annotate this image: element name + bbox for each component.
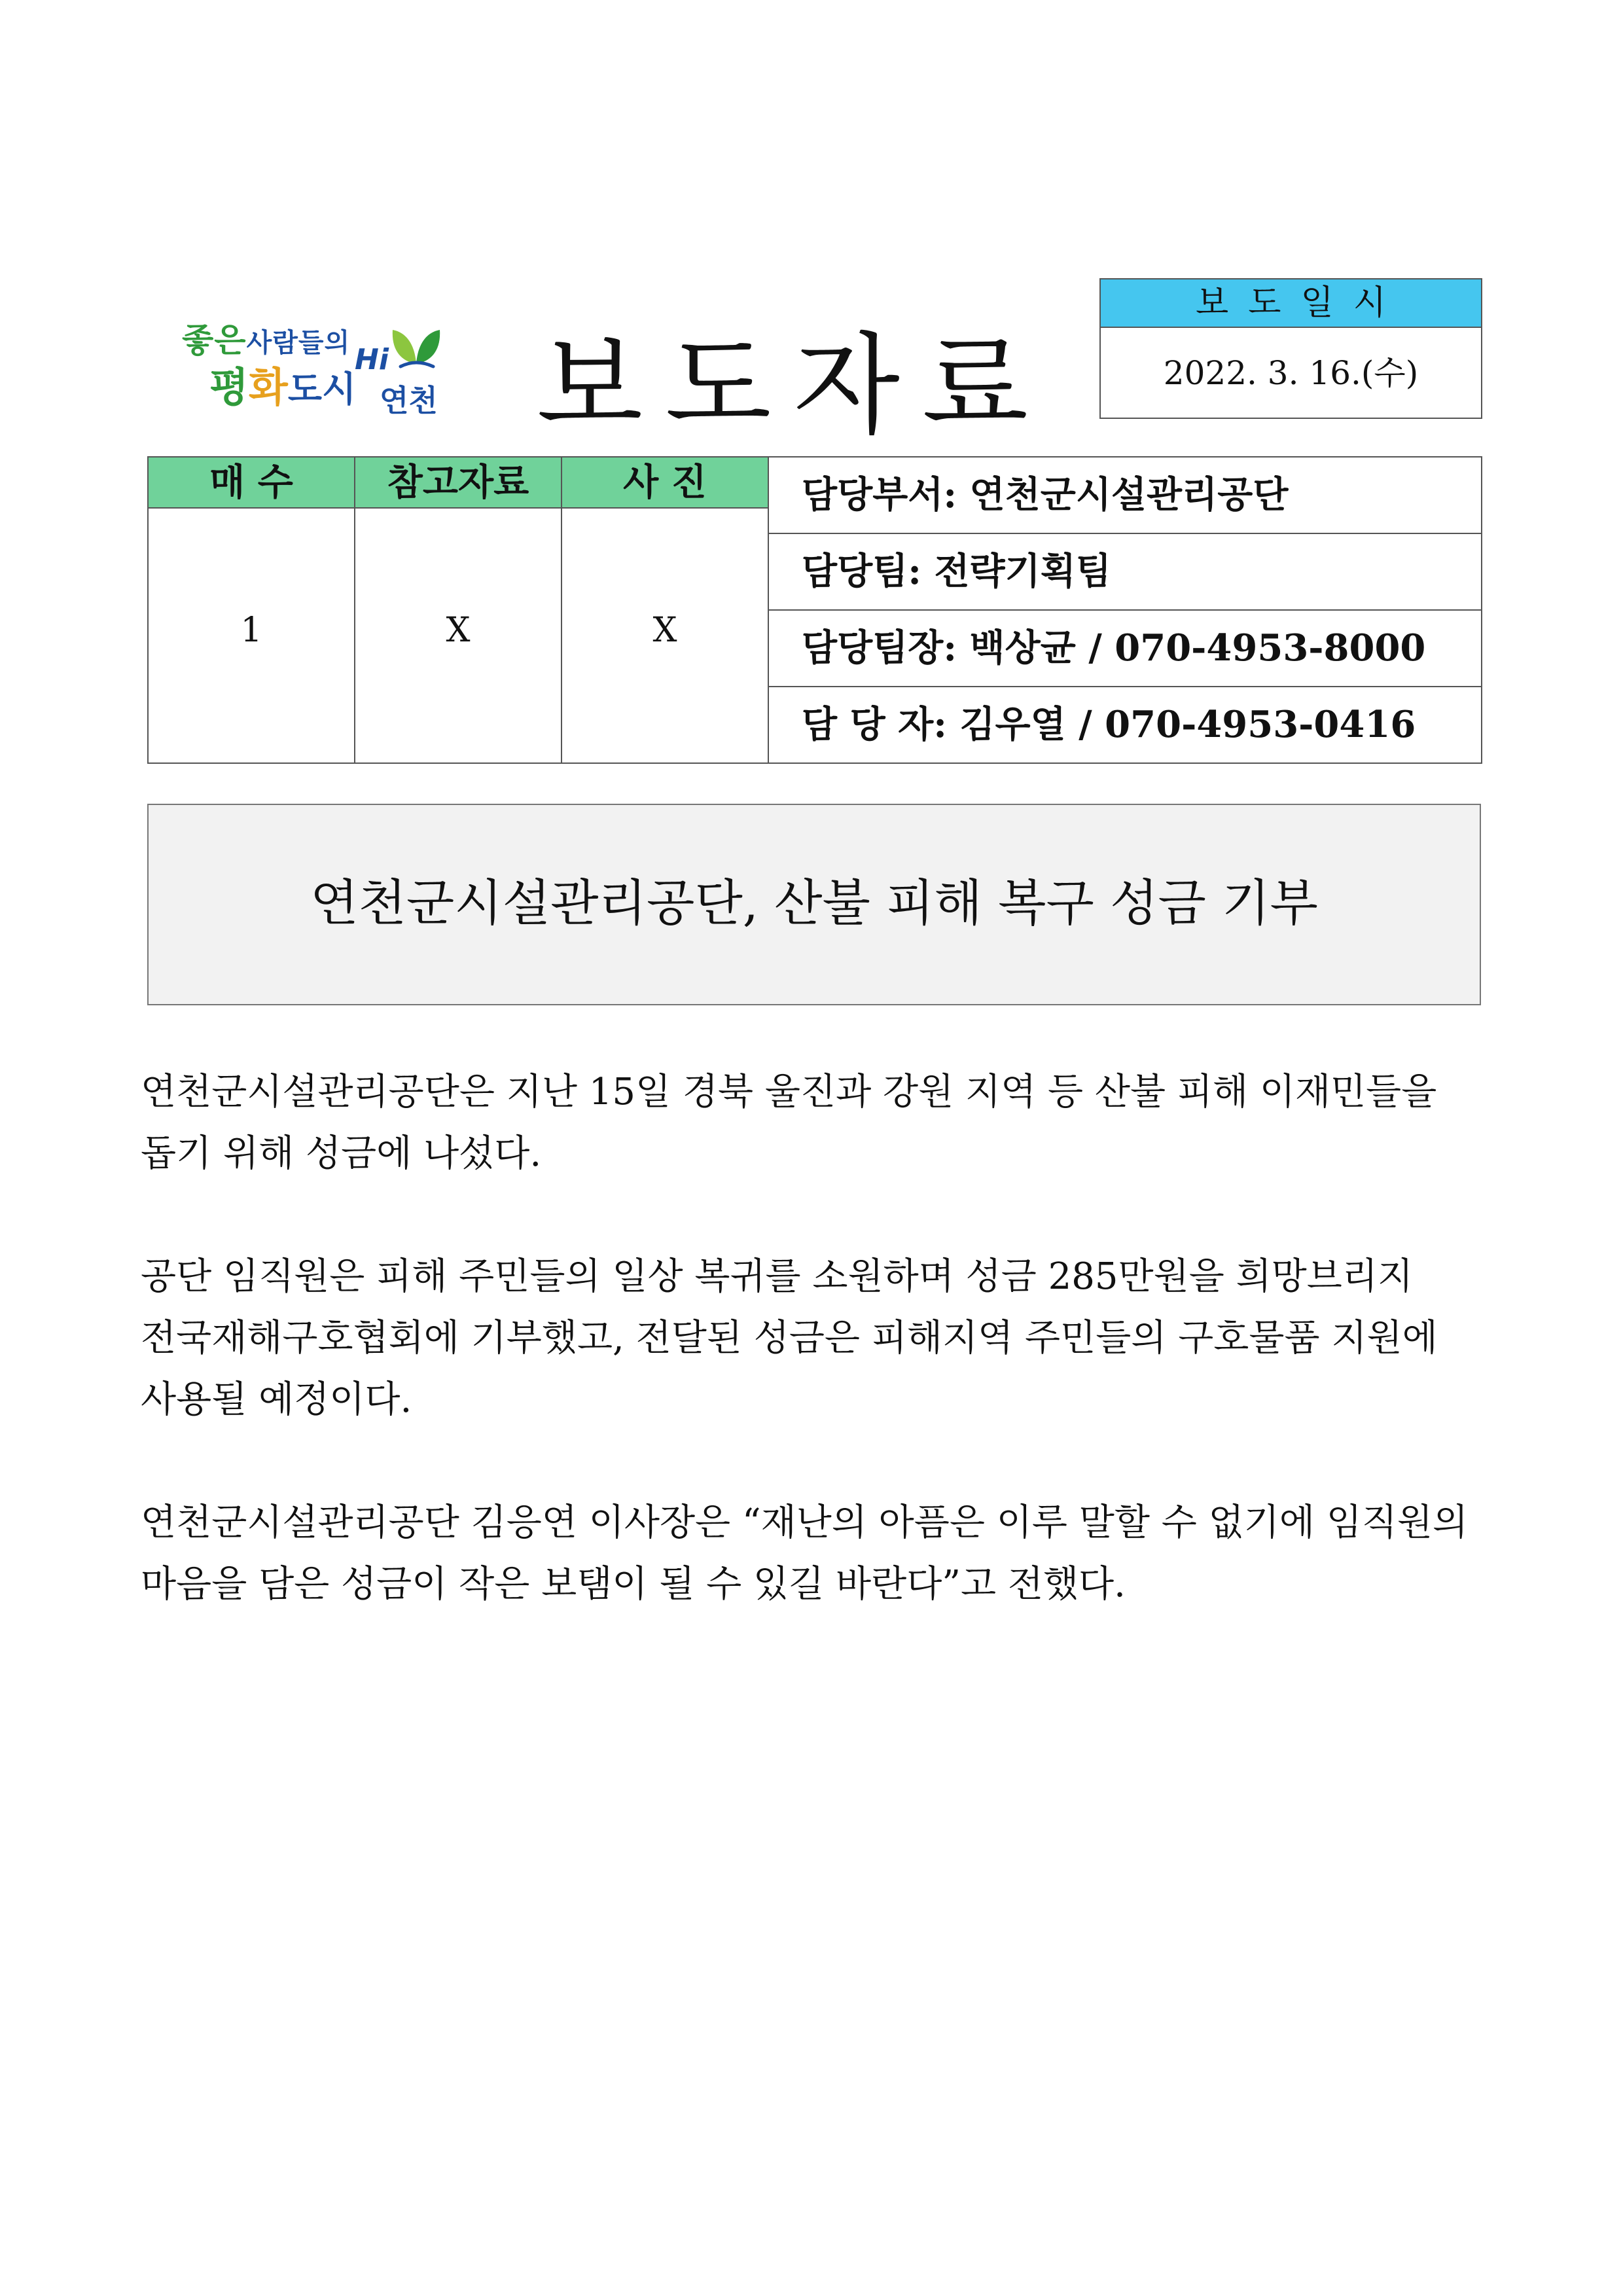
logo-hi: Hi (355, 343, 389, 376)
butterfly-leaf-icon (387, 323, 445, 369)
city-logo (177, 314, 465, 425)
body-paragraph-2 (141, 1246, 1482, 1431)
body-paragraph-1 (141, 1062, 1482, 1185)
contact-team-leader: 담당팀장: 백상균 / 070-4953-8000 (768, 609, 1482, 687)
header-photos: 사 진 (561, 456, 769, 509)
logo-slogan-bottom-b: 화 (248, 363, 288, 411)
headline: 연천군시설관리공단, 산불 피해 복구 성금 기부 (147, 804, 1481, 1005)
contact-info-table (768, 456, 1482, 764)
contact-team: 담당팀: 전략기획팀 (768, 533, 1482, 611)
value-references: X (446, 611, 471, 650)
release-date-label: 보도일시 (1101, 279, 1481, 328)
value-pages: 1 (240, 611, 262, 650)
header-pages: 매 수 (147, 456, 355, 509)
logo-slogan-bottom (209, 355, 356, 413)
logo-slogan-top-a: 좋은 (182, 321, 247, 359)
header-references: 참고자료 (354, 456, 562, 509)
body-line: 연천군시설관리공단 김응연 이사장은 “재난의 아픔은 이루 말할 수 없기에 임직원의 (141, 1501, 1469, 1544)
logo-slogan-top-b: 사람들의 (246, 328, 351, 358)
attachment-info-table (147, 456, 769, 764)
value-references-cell (354, 507, 562, 764)
value-pages-cell (147, 507, 355, 764)
value-photos: X (652, 611, 677, 650)
page-title: 보도자료 (537, 321, 1051, 450)
body-line: 공단 임직원은 피해 주민들의 일상 복귀를 소원하며 성금 285만원을 희망브리지 (141, 1255, 1414, 1298)
logo-slogan-bottom-a: 평 (209, 363, 249, 411)
body-line: 돕기 위해 성금에 나섰다. (141, 1132, 542, 1175)
contact-department: 담당부서: 연천군시설관리공단 (768, 456, 1482, 534)
release-date-box (1099, 278, 1482, 419)
logo-city-name: 연천 (380, 383, 438, 418)
contact-person: 담 당 자: 김우열 / 070-4953-0416 (768, 686, 1482, 764)
body-line: 전국재해구호협회에 기부했고, 전달된 성금은 피해지역 주민들의 구호물품 지원에 (141, 1317, 1438, 1359)
value-photos-cell (561, 507, 769, 764)
body-line: 마음을 담은 성금이 작은 보탬이 될 수 있길 바란다”고 전했다. (141, 1563, 1126, 1605)
release-date-value: 2022. 3. 16.(수) (1163, 354, 1419, 392)
logo-slogan-bottom-c: 도시 (287, 368, 357, 410)
body-line: 연천군시설관리공단은 지난 15일 경북 울진과 강원 지역 등 산불 피해 이재민들을 (141, 1071, 1437, 1113)
body-paragraph-3 (141, 1492, 1482, 1615)
body-line: 사용될 예정이다. (141, 1378, 412, 1421)
